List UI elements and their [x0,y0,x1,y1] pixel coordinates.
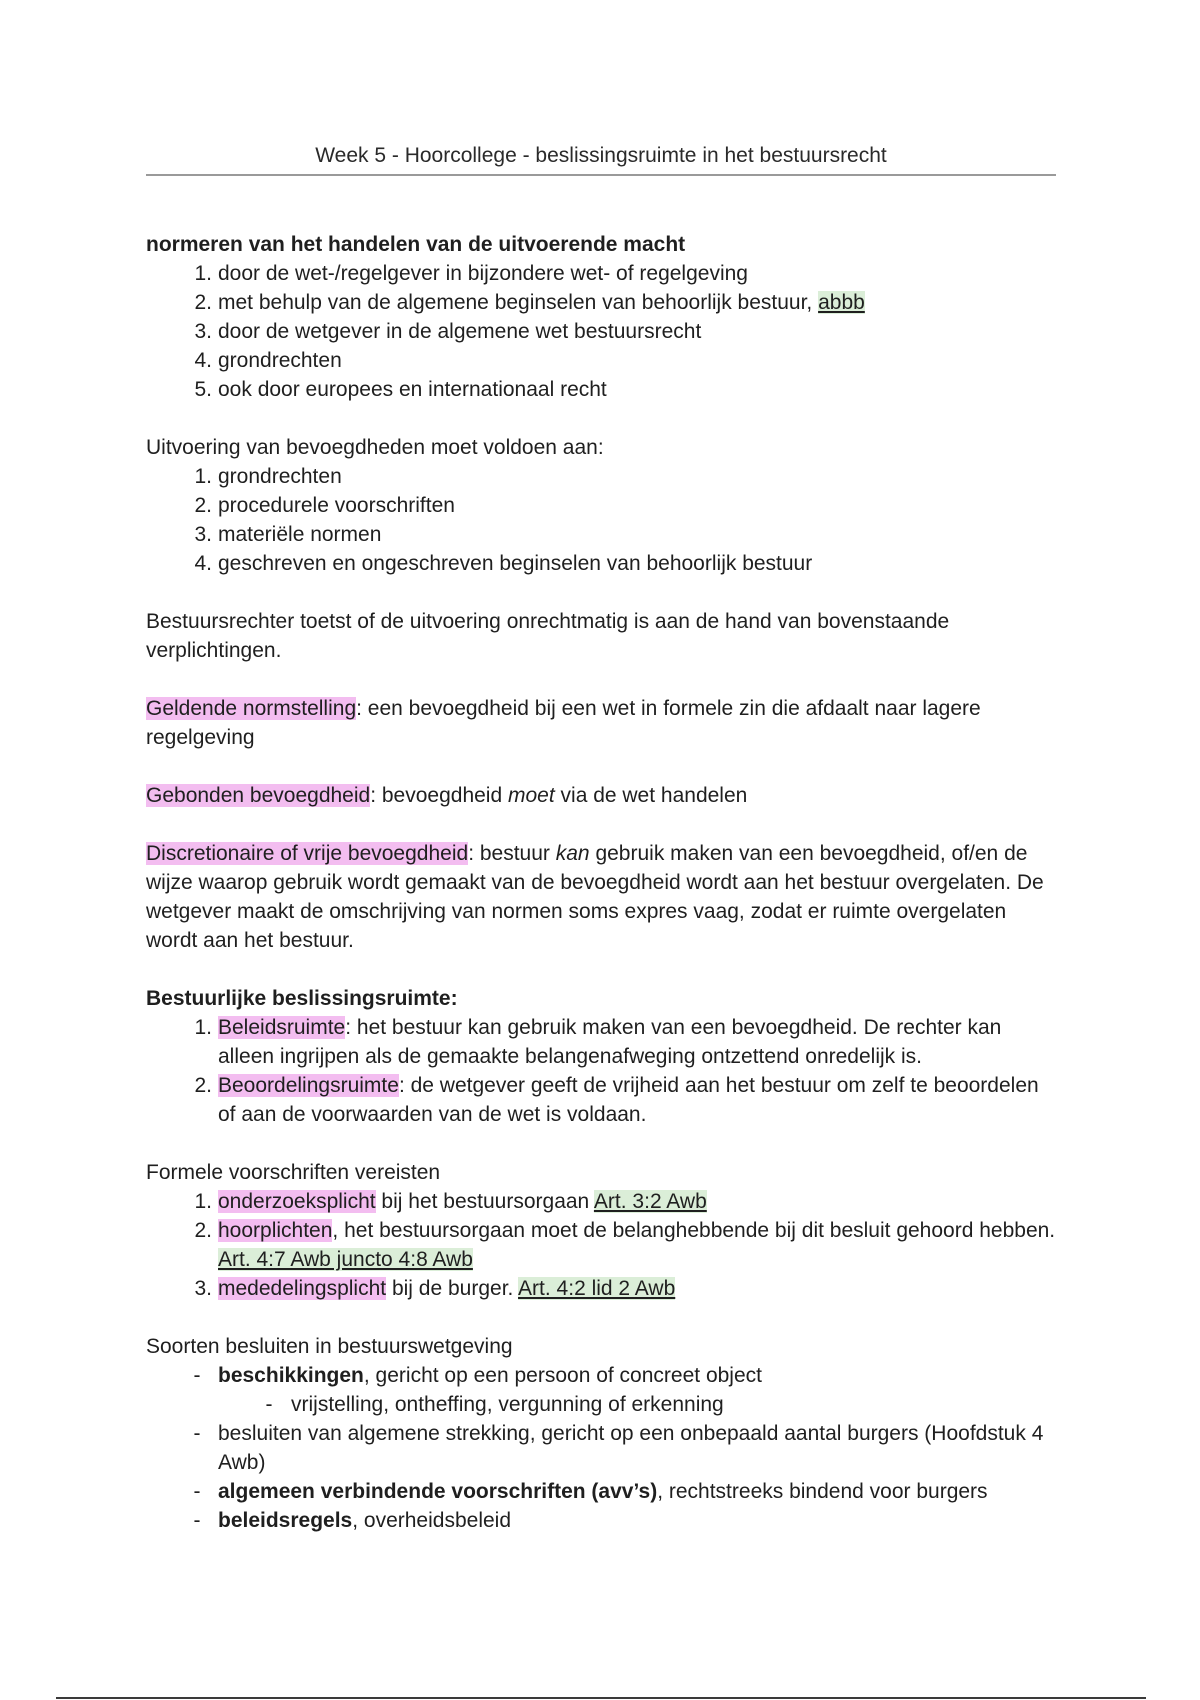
term-highlight: Beoordelingsruimte [218,1074,399,1097]
abbb-tag: abbb [818,291,865,314]
list-item: 3. door de wetgever in de algemene wet bestuursrecht [194,320,702,343]
section3-list [146,1013,1056,1129]
section1-list [146,259,1056,404]
definition-geldende-normstelling: Geldende normstelling: een bevoegdheid bij een wet in formele zin die afdaalt naar lagere regelgeving [146,697,981,749]
section2-list [146,462,1056,578]
term-highlight: hoorplichten [218,1219,333,1242]
section1-heading: normeren van het handelen van de uitvoerende macht [146,233,686,256]
term-highlight: Geldende normstelling [146,697,357,720]
term-highlight: mededelingsplicht [218,1277,387,1300]
term-highlight: Gebonden bevoegdheid [146,784,371,807]
list-item: 3. materiële normen [194,523,382,546]
section3-heading: Bestuurlijke beslissingsruimte: [146,987,458,1010]
list-item: 1. grondrechten [194,465,342,488]
section5-list [146,1361,1056,1535]
list-item: - besluiten van algemene strekking, gericht op een onbepaald aantal burgers (Hoofdstuk 4 Awb) [193,1422,1044,1474]
list-item: - algemeen verbindende voorschriften (avv’s), rechtstreeks bindend voor burgers [193,1480,988,1503]
page-bottom-divider [56,1697,1146,1699]
article-reference: Art. 4:7 Awb juncto 4:8 Awb [218,1248,473,1271]
list-item: 1. door de wet-/regelgever in bijzondere wet- of regelgeving [194,262,748,285]
list-item: 1. onderzoeksplicht bij het bestuursorgaan Art. 3:2 Awb [194,1190,707,1213]
list-item: 1. Beleidsruimte: het bestuur kan gebruik maken van een bevoegdheid. De rechter kan alleen ingrijpen als de gemaakte belangenafweging ontzettend onredelijk is. [194,1016,1002,1068]
term-highlight: Discretionaire of vrije bevoegdheid [146,842,469,865]
term-highlight: Beleidsruimte [218,1016,346,1039]
article-reference: Art. 3:2 Awb [593,1190,707,1213]
list-item: 4. grondrechten [194,349,342,372]
page-header: Week 5 - Hoorcollege - beslissingsruimte in het bestuursrecht [146,144,1056,176]
list-item: - beleidsregels, overheidsbeleid [193,1509,512,1532]
section2-heading: Uitvoering van bevoegdheden moet voldoen aan: [146,436,604,459]
article-reference: Art. 4:2 lid 2 Awb [518,1277,676,1300]
list-item: 2. Beoordelingsruimte: de wetgever geeft de vrijheid aan het bestuur om zelf te beoordelen of aan de voorwaarden van de wet is voldaan. [194,1074,1039,1126]
list-item: - vrijstelling, ontheffing, vergunning of erkenning [265,1393,724,1416]
section4-list [146,1187,1056,1303]
definition-discretionaire-bevoegdheid: Discretionaire of vrije bevoegdheid: bestuur kan gebruik maken van een bevoegdheid, of/en de wijze waarop gebruik wordt gemaakt van de bevoegdheid wordt aan het bestuur overgelaten. De wetgever maakt de omschrijving van normen soms expres vaag, zodat er ruimte overgelaten wordt aan het bestuur. [146,842,1044,952]
term-highlight: onderzoeksplicht [218,1190,376,1213]
list-item: 2. met behulp van de algemene beginselen van behoorlijk bestuur, abbb [194,291,865,314]
document-body [146,230,1056,1535]
definition-gebonden-bevoegdheid: Gebonden bevoegdheid: bevoegdheid moet via de wet handelen [146,784,748,807]
section4-heading: Formele voorschriften vereisten [146,1161,441,1184]
list-item: 4. geschreven en ongeschreven beginselen van behoorlijk bestuur [194,552,813,575]
section5-heading: Soorten besluiten in bestuurswetgeving [146,1335,513,1358]
list-item: - beschikkingen, gericht op een persoon of concreet object [193,1364,762,1387]
list-item: 3. mededelingsplicht bij de burger. Art. 4:2 lid 2 Awb [194,1277,676,1300]
list-item: 2. hoorplichten, het bestuursorgaan moet de belanghebbende bij dit besluit gehoord hebben. Art. 4:7 Awb juncto 4:8 Awb [194,1219,1056,1271]
paragraph-bestuursrechter: Bestuursrechter toetst of de uitvoering onrechtmatig is aan de hand van bovenstaande verplichtingen. [146,610,950,662]
list-item: 5. ook door europees en internationaal recht [194,378,607,401]
list-item: 2. procedurele voorschriften [194,494,455,517]
